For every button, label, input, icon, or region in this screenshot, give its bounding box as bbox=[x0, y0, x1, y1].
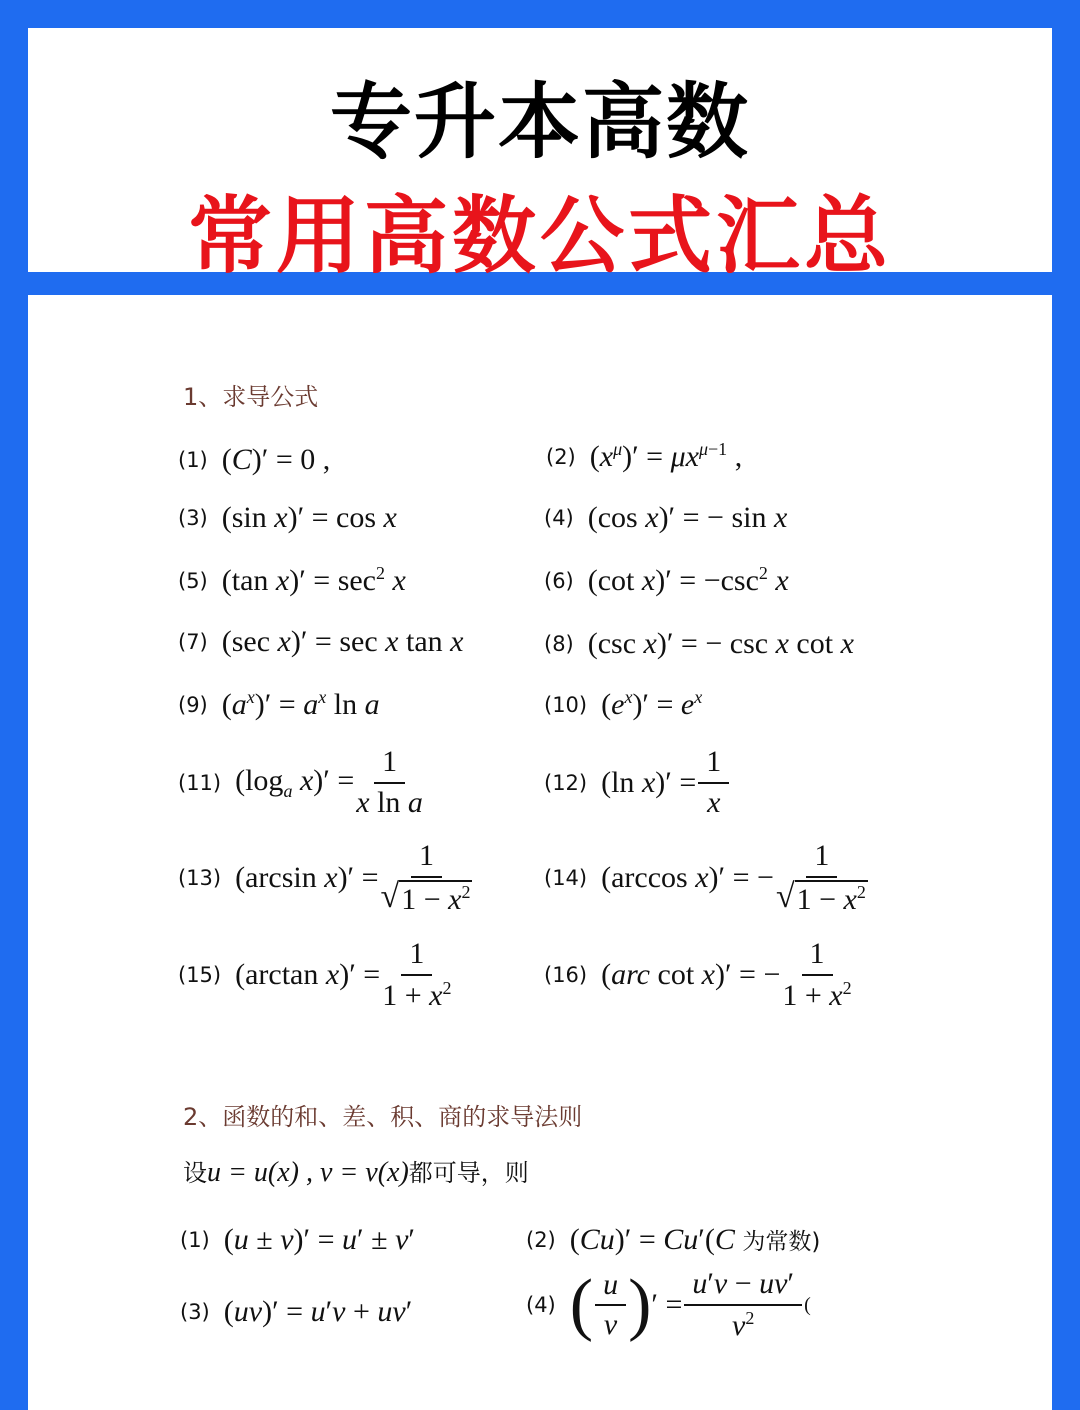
formula-1-6: (6) (cot $x)' = -\csc^2$ x bbox=[544, 563, 789, 597]
formula-2-3: (3) (uv)′ = u′v + uv′ bbox=[180, 1295, 413, 1328]
title-banner bbox=[28, 28, 1052, 285]
formula-1-3: (3) (sin x)′ = cos x bbox=[178, 501, 397, 534]
formula-sheet bbox=[28, 295, 1052, 1410]
formula-1-1: (1) (C)′ = 0 , bbox=[178, 443, 331, 476]
formula-1-5: (5) (tan $x)' = \sec^2 x$ bbox=[178, 563, 406, 597]
formula-1-2: (2) $(x^\mu)' = \mu x^{\mu-1}$ , bbox=[546, 439, 743, 473]
formula-1-12: (12) (ln x)′ = $\frac{1}{x}$ bbox=[544, 745, 731, 820]
formula-1-10: (10) $(e^x)' = e^x$ bbox=[544, 687, 703, 721]
formula-1-9: (9) $(a^x)' = a^x$ ln a bbox=[178, 687, 380, 721]
formula-1-15: (15) (arctan x)′ = $\frac{1}{1 + x^2}$ bbox=[178, 937, 452, 1012]
formula-2-4: (4) ( $\frac{u}{v}$ ) ′ = $\frac{u'v - uv'}{v^2}$ ( bbox=[526, 1266, 811, 1343]
formula-2-2: (2) (Cu)′ = Cu′(C 为常数) bbox=[526, 1223, 821, 1256]
sub-title: 常用高数公式汇总 bbox=[187, 187, 892, 285]
formula-2-1: (1) (u ± v)′ = u′ ± v′ bbox=[180, 1223, 415, 1256]
formula-1-11: (11) ($\log_a$ x)′ = $\frac{1}{\text{x ln a}}$ bbox=[178, 745, 423, 819]
formula-1-4: (4) (cos x)′ = − sin x bbox=[544, 501, 788, 534]
given-condition: 设u = u(x) , v = v(x)都可导，则 bbox=[183, 1157, 529, 1188]
formula-1-13: (13) (arcsin x)′ = 1 √ $1 - x^2$ bbox=[178, 839, 471, 916]
formula-1-16: (16) (arc cot x)′ = − $\frac{1}{1 + x^2}$ bbox=[544, 937, 852, 1012]
section1-heading: 1、求导公式 bbox=[183, 383, 319, 411]
main-title: 专升本高数 bbox=[329, 75, 750, 170]
section2-heading: 2、函数的和、差、积、商的求导法则 bbox=[183, 1103, 583, 1131]
formula-1-14: (14) (arccos x)′ = − 1 √ $1 - x^2$ bbox=[544, 839, 866, 916]
formula-1-8: (8) (csc x)′ = − csc x cot x bbox=[544, 627, 854, 660]
formula-1-7: (7) (sec x)′ = sec x tan x bbox=[178, 625, 464, 658]
